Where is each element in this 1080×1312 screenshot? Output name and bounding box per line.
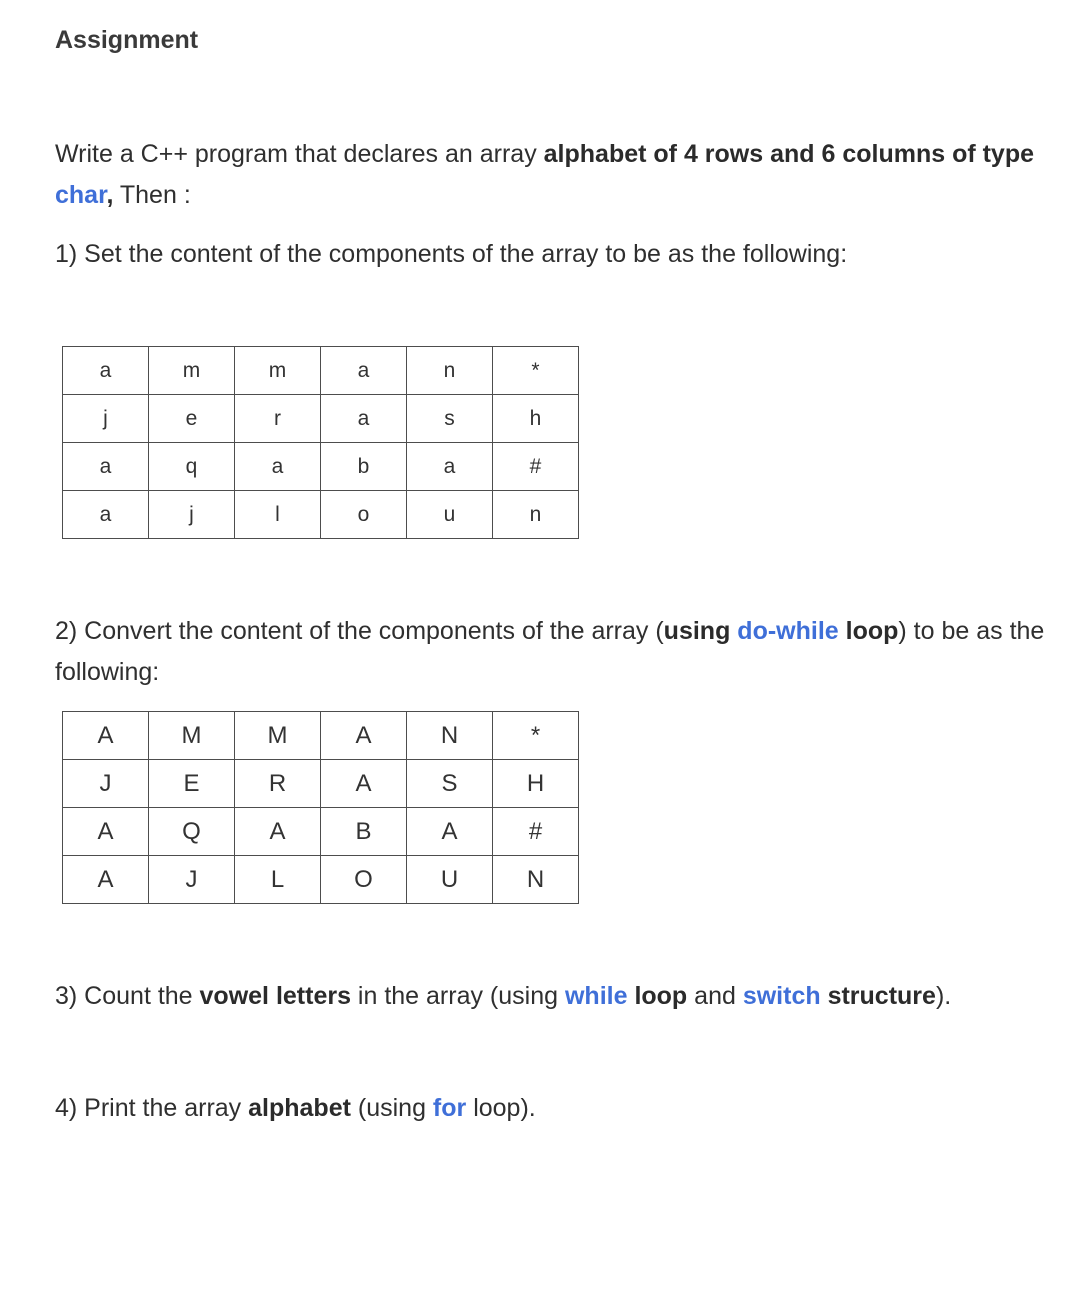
step3-bold-vowel: vowel letters (199, 982, 351, 1010)
step4-text-end: loop). (466, 1094, 536, 1122)
step2-paragraph (55, 611, 1070, 693)
table-cell: # (493, 443, 579, 491)
table-cell: E (149, 760, 235, 808)
intro-bold-comma: , (106, 181, 114, 209)
step3-keyword-while: while (564, 982, 628, 1010)
table-cell: J (63, 760, 149, 808)
table-cell: a (407, 443, 493, 491)
table-cell: M (149, 712, 235, 760)
table-row (63, 347, 579, 395)
table-cell: n (407, 347, 493, 395)
table-cell: o (321, 491, 407, 539)
table-cell: O (321, 856, 407, 904)
intro-then: Then : (113, 181, 191, 209)
table-cell: Q (149, 808, 235, 856)
table-cell: N (407, 712, 493, 760)
step3-keyword-switch: switch (742, 982, 821, 1010)
step2-bold-using: using (663, 617, 731, 645)
table-cell: u (407, 491, 493, 539)
table-cell: H (493, 760, 579, 808)
table-cell: B (321, 808, 407, 856)
step4-text-2: (using (350, 1094, 433, 1122)
step2-text-end: ) to be as the following: (55, 617, 1045, 686)
lowercase-array-table (62, 346, 579, 539)
table-cell: A (63, 808, 149, 856)
table-cell: h (493, 395, 579, 443)
table-cell: A (321, 760, 407, 808)
step4-text: 4) Print the array (55, 1094, 249, 1122)
table-cell: l (235, 491, 321, 539)
step4-paragraph (55, 1088, 1055, 1129)
step4-bold-alphabet: alphabet (248, 1094, 351, 1122)
table-row (63, 443, 579, 491)
intro-paragraph (55, 134, 1055, 216)
table-cell: L (235, 856, 321, 904)
table-cell: R (235, 760, 321, 808)
table-cell: a (63, 347, 149, 395)
table-row (63, 856, 579, 904)
step2-text: 2) Convert the content of the components of the array ( (55, 617, 664, 645)
step3-bold-structure: structure (820, 982, 936, 1010)
intro-bold-array-spec: alphabet of 4 rows and 6 columns of type (543, 140, 1035, 168)
table-cell: A (235, 808, 321, 856)
intro-text: Write a C++ program that declares an array (55, 140, 544, 168)
step2-bold-loop: loop (838, 617, 899, 645)
table-cell: j (63, 395, 149, 443)
table-cell: e (149, 395, 235, 443)
step2-keyword-do-while: do-while (737, 617, 839, 645)
intro-keyword-char: char (55, 181, 107, 209)
table-cell: U (407, 856, 493, 904)
table-cell: a (63, 491, 149, 539)
step3-text-end: ). (935, 982, 952, 1010)
table-cell: A (63, 856, 149, 904)
table-row (63, 760, 579, 808)
step3-text-2: in the array (using (350, 982, 565, 1010)
table-cell: m (149, 347, 235, 395)
step3-bold-loop: loop (627, 982, 688, 1010)
table-cell: # (493, 808, 579, 856)
table-row (63, 395, 579, 443)
table-row (63, 808, 579, 856)
step4-keyword-for: for (432, 1094, 467, 1122)
table-cell: r (235, 395, 321, 443)
uppercase-array-table (62, 711, 579, 904)
table-cell: a (321, 395, 407, 443)
step3-text-3: and (687, 982, 743, 1010)
step3-paragraph (55, 976, 1055, 1017)
step1-text: 1) Set the content of the components of the array to be as the following: (55, 240, 848, 268)
table-cell: a (235, 443, 321, 491)
table-cell: S (407, 760, 493, 808)
table-cell: j (149, 491, 235, 539)
table-cell: a (63, 443, 149, 491)
table-row (63, 712, 579, 760)
table-cell: s (407, 395, 493, 443)
table-cell: q (149, 443, 235, 491)
table-cell: * (493, 347, 579, 395)
table-cell: A (321, 712, 407, 760)
step3-text: 3) Count the (55, 982, 200, 1010)
table-row (63, 491, 579, 539)
table-cell: * (493, 712, 579, 760)
table-cell: A (407, 808, 493, 856)
table-cell: N (493, 856, 579, 904)
page-title: Assignment (55, 26, 199, 54)
table-cell: b (321, 443, 407, 491)
table-cell: M (235, 712, 321, 760)
table-cell: n (493, 491, 579, 539)
table-cell: J (149, 856, 235, 904)
table-cell: m (235, 347, 321, 395)
table-cell: A (63, 712, 149, 760)
table-cell: a (321, 347, 407, 395)
